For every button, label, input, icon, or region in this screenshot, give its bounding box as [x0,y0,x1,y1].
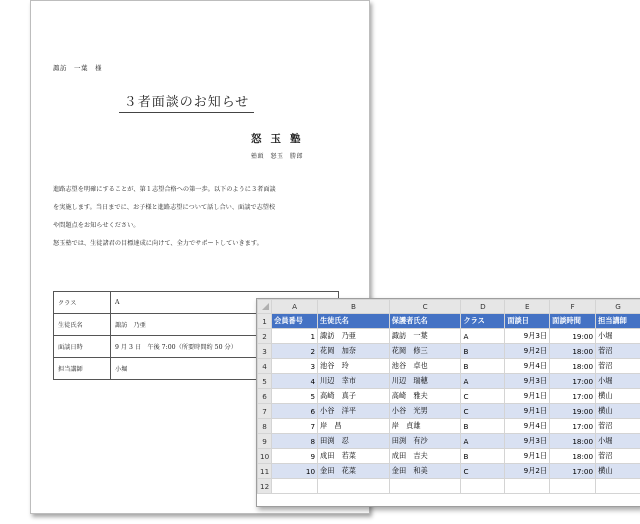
data-cell[interactable]: 9月4日 [505,359,550,374]
data-cell[interactable]: 2 [272,344,318,359]
data-cell[interactable]: A [461,329,505,344]
column-letter-g[interactable]: G [596,300,640,314]
data-cell[interactable]: 川辺 瑞穂 [389,374,461,389]
info-value: 小堀 [111,358,339,380]
data-cell[interactable]: 諏訪 一葉 [389,329,461,344]
info-label: 担当講師 [54,358,111,380]
data-cell[interactable]: 17:00 [550,464,596,479]
data-cell[interactable]: 横山 [596,389,640,404]
data-cell[interactable]: 田渕 有沙 [389,434,461,449]
body-line: を実施します。当日までに、お子様と進路志望について話し合い、面談で志望校 [53,204,276,211]
body-line: 怒玉塾では、生徒諸君の目標達成に向けて、全力でサポートしていきます。 [53,240,263,247]
data-cell[interactable]: 高崎 雅夫 [389,389,461,404]
column-letter-c[interactable]: C [389,300,461,314]
data-cell[interactable]: 18:00 [550,449,596,464]
table-row [258,434,640,449]
data-cell[interactable]: 金田 花菜 [318,464,390,479]
row-number[interactable]: 2 [258,329,272,344]
table-header-row [258,314,640,329]
table-row [258,359,640,374]
data-cell[interactable]: 18:00 [550,344,596,359]
organization-name: 怒玉塾 [251,133,310,145]
table-row [258,344,640,359]
row-number[interactable]: 10 [258,449,272,464]
column-letter-e[interactable]: E [505,300,550,314]
data-cell[interactable]: 成田 吉夫 [389,449,461,464]
data-cell[interactable]: 9月2日 [505,464,550,479]
header-cell[interactable]: 保護者氏名 [389,314,461,329]
info-value: A [111,292,339,314]
data-cell[interactable]: 菅沼 [596,359,640,374]
data-cell[interactable]: 小谷 光男 [389,404,461,419]
header-cell[interactable]: クラス [461,314,505,329]
select-all-corner[interactable] [258,300,272,314]
data-cell[interactable]: 9月3日 [505,329,550,344]
row-number[interactable]: 12 [258,479,272,494]
letter-body [53,181,343,253]
data-cell[interactable]: 9 [272,449,318,464]
data-cell[interactable]: 菅沼 [596,449,640,464]
data-cell[interactable]: 9月1日 [505,449,550,464]
table-row [258,419,640,434]
data-cell[interactable]: 18:00 [550,434,596,449]
data-cell[interactable]: B [461,359,505,374]
data-cell[interactable]: 10 [272,464,318,479]
data-cell[interactable]: 横山 [596,404,640,419]
data-cell[interactable]: C [461,389,505,404]
row-number[interactable]: 6 [258,389,272,404]
data-cell[interactable]: 8 [272,434,318,449]
data-cell[interactable]: 4 [272,374,318,389]
column-header-row [258,300,640,314]
data-cell[interactable]: A [461,374,505,389]
data-cell[interactable]: 17:00 [550,419,596,434]
table-row [258,404,640,419]
data-cell[interactable]: 6 [272,404,318,419]
select-all-triangle-icon [262,303,269,310]
header-cell[interactable]: 担当講師 [596,314,640,329]
data-cell[interactable]: 花岡 加奈 [318,344,390,359]
info-label: クラス [54,292,111,314]
data-cell[interactable]: 9月3日 [505,374,550,389]
row-number[interactable]: 3 [258,344,272,359]
data-cell[interactable]: 金田 和美 [389,464,461,479]
data-cell[interactable]: 横山 [596,464,640,479]
table-row [258,449,640,464]
row-number[interactable]: 5 [258,374,272,389]
data-cell[interactable]: 田渕 忍 [318,434,390,449]
data-cell[interactable]: 17:00 [550,374,596,389]
data-cell[interactable]: B [461,449,505,464]
column-letter-a[interactable]: A [272,300,318,314]
data-cell[interactable]: 成田 若菜 [318,449,390,464]
addressee: 諏訪 一葉 様 [53,64,102,72]
row-number[interactable]: 7 [258,404,272,419]
row-number[interactable]: 8 [258,419,272,434]
header-cell[interactable]: 生徒氏名 [318,314,390,329]
data-cell[interactable]: 7 [272,419,318,434]
data-cell[interactable]: 小谷 洋平 [318,404,390,419]
info-label: 面談日時 [54,336,111,358]
data-cell[interactable]: 小堀 [596,329,640,344]
data-cell[interactable]: C [461,464,505,479]
data-cell[interactable]: B [461,419,505,434]
data-cell[interactable]: 池谷 玲 [318,359,390,374]
empty-cell[interactable] [318,479,390,494]
data-cell[interactable]: 菅沼 [596,344,640,359]
row-number[interactable]: 11 [258,464,272,479]
data-cell[interactable]: 高崎 真子 [318,389,390,404]
data-cell[interactable]: 花岡 修三 [389,344,461,359]
empty-cell[interactable] [389,479,461,494]
data-cell[interactable]: 小堀 [596,434,640,449]
data-cell[interactable]: 1 [272,329,318,344]
table-row [258,479,640,494]
data-cell[interactable]: 小堀 [596,374,640,389]
data-cell[interactable]: 池谷 卓也 [389,359,461,374]
info-value: 諏訪 乃亜 [111,314,339,336]
data-cell[interactable]: 3 [272,359,318,374]
row-number[interactable]: 1 [258,314,272,329]
organization-head: 塾頭 怒玉 勝郎 [251,153,304,160]
data-cell[interactable]: 9月3日 [505,434,550,449]
column-letter-d[interactable]: D [461,300,505,314]
empty-cell[interactable] [272,479,318,494]
column-letter-f[interactable]: F [550,300,596,314]
data-cell[interactable]: 9月1日 [505,404,550,419]
empty-cell[interactable] [505,479,550,494]
data-cell[interactable]: 岸 貞雄 [389,419,461,434]
spreadsheet-grid [257,299,640,494]
data-cell[interactable]: C [461,404,505,419]
data-cell[interactable]: 岸 昌 [318,419,390,434]
data-cell[interactable]: A [461,434,505,449]
data-cell[interactable]: 19:00 [550,329,596,344]
data-cell[interactable]: 9月1日 [505,389,550,404]
table-row [258,464,640,479]
spreadsheet-window [256,298,640,507]
column-letter-b[interactable]: B [318,300,390,314]
header-cell[interactable]: 面談時間 [550,314,596,329]
empty-cell[interactable] [550,479,596,494]
data-cell[interactable]: 諏訪 乃亜 [318,329,390,344]
table-row [258,374,640,389]
data-cell[interactable]: B [461,344,505,359]
data-cell[interactable]: 18:00 [550,359,596,374]
header-cell[interactable]: 会員番号 [272,314,318,329]
table-row [258,329,640,344]
header-cell[interactable]: 面談日 [505,314,550,329]
body-line: や問題点をお知らせください。 [53,222,140,229]
row-number[interactable]: 9 [258,434,272,449]
info-label: 生徒氏名 [54,314,111,336]
data-cell[interactable]: 川辺 幸市 [318,374,390,389]
data-cell[interactable]: 9月4日 [505,419,550,434]
data-cell[interactable]: 19:00 [550,404,596,419]
info-value: 9 月 3 日 午後 7:00（所要時間約 50 分） [111,336,339,358]
empty-cell[interactable] [596,479,640,494]
data-cell[interactable]: 菅沼 [596,419,640,434]
body-line: 進路志望を明確にすることが、第１志望合格への第一歩。以下のように３者面談 [53,186,276,193]
document-title: ３者面談のお知らせ [119,91,254,113]
data-cell[interactable]: 5 [272,389,318,404]
empty-cell[interactable] [461,479,505,494]
row-number[interactable]: 4 [258,359,272,374]
data-cell[interactable]: 9月2日 [505,344,550,359]
data-cell[interactable]: 17:00 [550,389,596,404]
table-row [258,389,640,404]
